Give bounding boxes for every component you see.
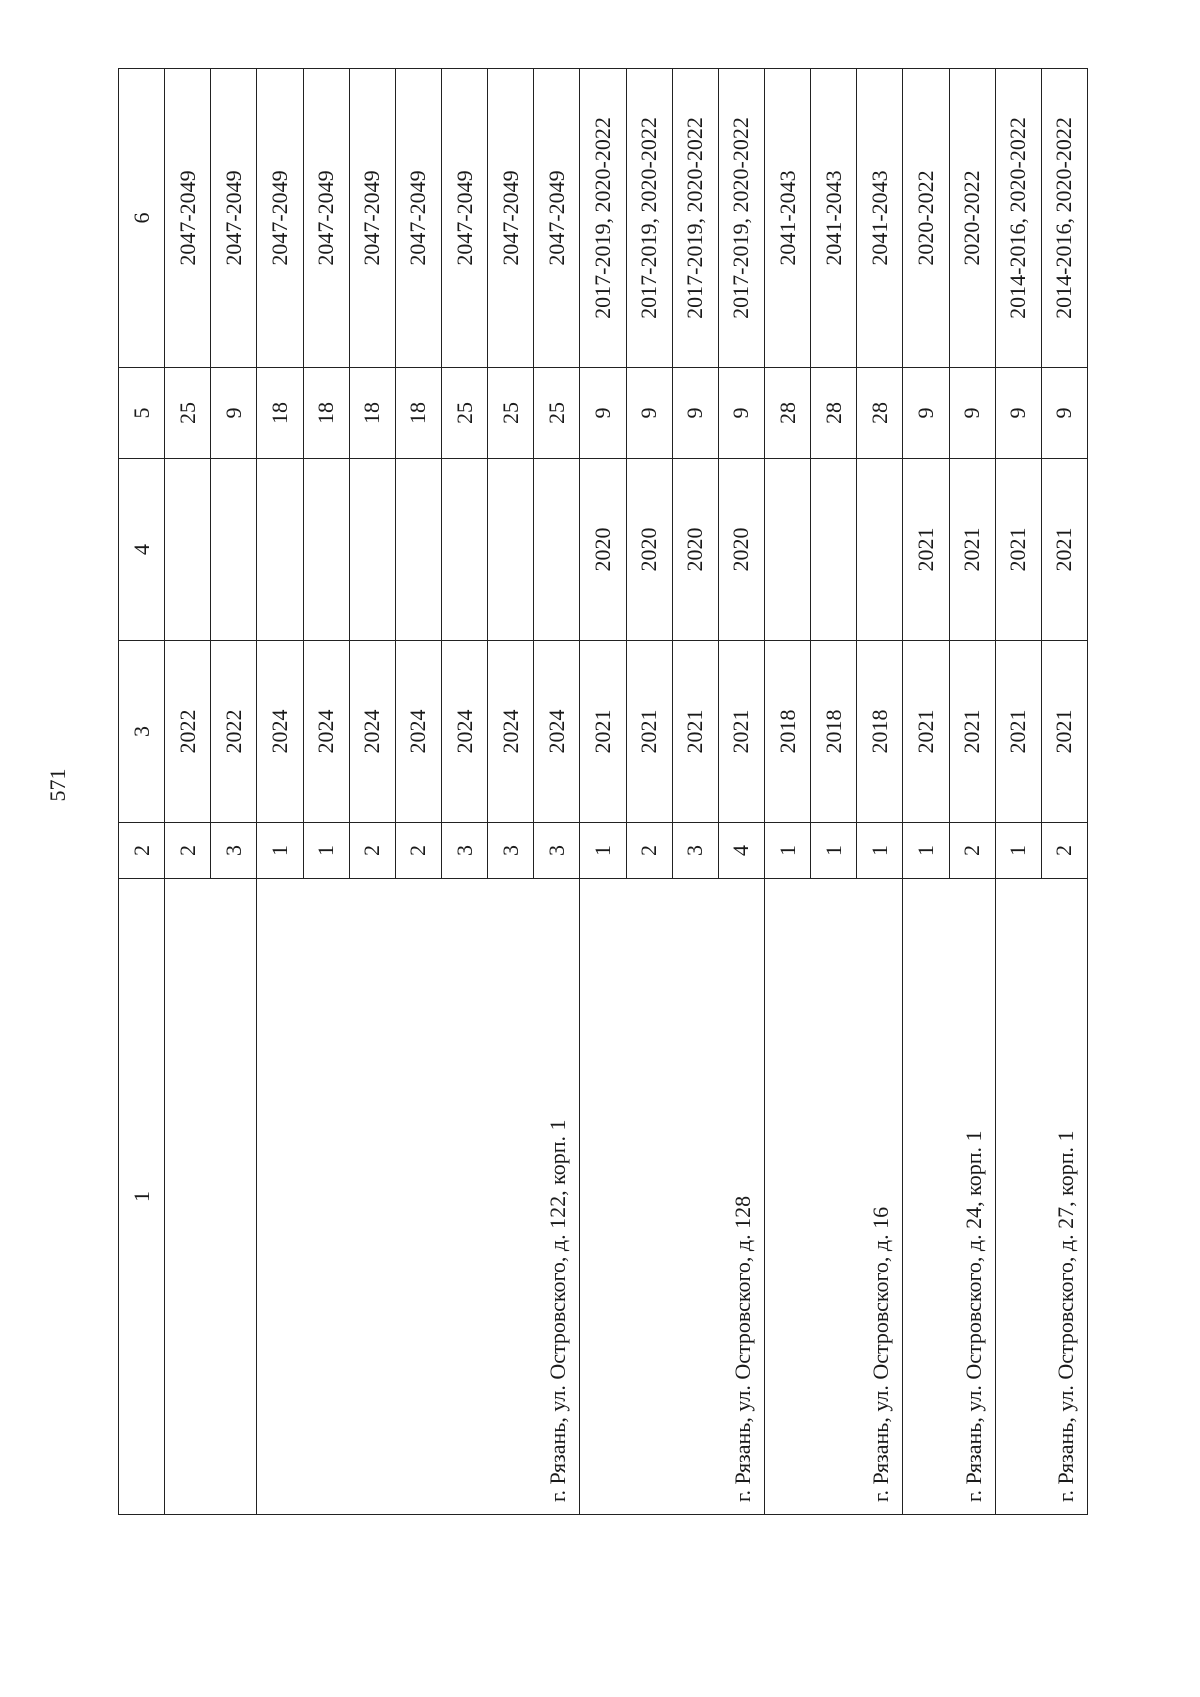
table-cell-c2: 1 [903,823,949,879]
table-row [165,69,211,1515]
table-cell-c2: 2 [626,823,672,879]
table-cell-c4 [303,459,349,641]
table-cell-c3: 2018 [764,641,810,823]
table-cell-c6: 2017-2019, 2020-2022 [672,69,718,368]
table-cell-c3: 2018 [811,641,857,823]
header-cell: 2 [119,823,165,879]
table-cell-c2: 2 [165,823,211,879]
table-cell-c6: 2020-2022 [903,69,949,368]
table-cell-c2: 3 [534,823,580,879]
address-cell: г. Рязань, ул. Островского, д. 27, корп. 1 [995,879,1087,1515]
schedule-table [118,68,1088,1515]
table-cell-c2: 1 [580,823,626,879]
table-cell-c2: 2 [949,823,995,879]
table-cell-c4 [488,459,534,641]
table-cell-c2: 2 [1041,823,1087,879]
table-cell-c6: 2017-2019, 2020-2022 [626,69,672,368]
table-cell-c4: 2021 [903,459,949,641]
table-cell-c4: 2020 [580,459,626,641]
table-row [903,69,949,1515]
table-cell-c6: 2047-2049 [165,69,211,368]
table-cell-c6: 2041-2043 [764,69,810,368]
table-cell-c5: 9 [1041,368,1087,459]
table-cell-c4: 2021 [1041,459,1087,641]
table-row [257,69,303,1515]
table-cell-c6: 2047-2049 [395,69,441,368]
header-row [119,69,165,1515]
table-cell-c4: 2020 [672,459,718,641]
table-cell-c4: 2021 [995,459,1041,641]
table-cell-c3: 2024 [441,641,487,823]
table-cell-c4 [165,459,211,641]
header-cell: 3 [119,641,165,823]
table-cell-c4 [395,459,441,641]
table-cell-c6: 2017-2019, 2020-2022 [718,69,764,368]
table-cell-c6: 2047-2049 [211,69,257,368]
table-cell-c4 [211,459,257,641]
table-cell-c3: 2018 [857,641,903,823]
table-cell-c6: 2047-2049 [303,69,349,368]
table-cell-c4: 2020 [626,459,672,641]
table-cell-c3: 2021 [718,641,764,823]
table-body [119,69,1088,1515]
table-cell-c5: 9 [626,368,672,459]
page-number: 571 [45,768,70,802]
table-cell-c6: 2047-2049 [534,69,580,368]
table-cell-c5: 25 [165,368,211,459]
table-cell-c6: 2014-2016, 2020-2022 [1041,69,1087,368]
address-cell: г. Рязань, ул. Островского, д. 16 [764,879,902,1515]
table-cell-c2: 3 [488,823,534,879]
table-cell-c5: 25 [488,368,534,459]
table-cell-c4 [857,459,903,641]
table-cell-c6: 2020-2022 [949,69,995,368]
header-cell: 1 [119,879,165,1515]
table-cell-c2: 1 [811,823,857,879]
table-cell-c3: 2021 [995,641,1041,823]
table-cell-c5: 28 [764,368,810,459]
table-cell-c3: 2024 [395,641,441,823]
table-cell-c5: 9 [903,368,949,459]
address-cell [165,879,257,1515]
table-cell-c3: 2022 [165,641,211,823]
table-cell-c5: 25 [534,368,580,459]
header-cell: 5 [119,368,165,459]
table-cell-c5: 9 [580,368,626,459]
table-row [580,69,626,1515]
table-cell-c4 [764,459,810,641]
table-cell-c6: 2017-2019, 2020-2022 [580,69,626,368]
table-cell-c3: 2021 [580,641,626,823]
address-cell: г. Рязань, ул. Островского, д. 24, корп. 1 [903,879,995,1515]
table-cell-c3: 2021 [626,641,672,823]
table-cell-c2: 3 [441,823,487,879]
table-cell-c4: 2020 [718,459,764,641]
table-cell-c5: 9 [995,368,1041,459]
table-cell-c3: 2022 [211,641,257,823]
table-container [118,69,1088,1515]
address-cell: г. Рязань, ул. Островского, д. 128 [580,879,765,1515]
table-cell-c2: 3 [672,823,718,879]
table-row [764,69,810,1515]
table-cell-c2: 1 [764,823,810,879]
table-cell-c6: 2047-2049 [257,69,303,368]
table-cell-c6: 2041-2043 [811,69,857,368]
table-cell-c2: 1 [303,823,349,879]
table-cell-c5: 9 [949,368,995,459]
table-cell-c3: 2021 [672,641,718,823]
table-cell-c5: 28 [811,368,857,459]
table-cell-c4 [534,459,580,641]
table-cell-c4 [441,459,487,641]
table-row [995,69,1041,1515]
table-cell-c2: 4 [718,823,764,879]
table-cell-c3: 2024 [257,641,303,823]
table-cell-c5: 28 [857,368,903,459]
table-cell-c3: 2024 [534,641,580,823]
table-cell-c3: 2024 [303,641,349,823]
table-cell-c4 [349,459,395,641]
table-cell-c3: 2021 [903,641,949,823]
table-cell-c5: 18 [349,368,395,459]
table-cell-c4 [257,459,303,641]
table-cell-c6: 2047-2049 [349,69,395,368]
table-cell-c6: 2014-2016, 2020-2022 [995,69,1041,368]
table-cell-c3: 2024 [488,641,534,823]
table-cell-c5: 18 [257,368,303,459]
table-cell-c5: 18 [395,368,441,459]
table-cell-c5: 9 [211,368,257,459]
table-cell-c4 [811,459,857,641]
table-cell-c2: 2 [349,823,395,879]
table-cell-c2: 1 [857,823,903,879]
table-cell-c6: 2047-2049 [441,69,487,368]
table-cell-c2: 1 [995,823,1041,879]
table-cell-c2: 3 [211,823,257,879]
table-cell-c4: 2021 [949,459,995,641]
table-cell-c5: 25 [441,368,487,459]
header-cell: 6 [119,69,165,368]
table-cell-c3: 2021 [949,641,995,823]
table-cell-c2: 2 [395,823,441,879]
table-cell-c6: 2041-2043 [857,69,903,368]
address-cell: г. Рязань, ул. Островского, д. 122, корп. 1 [257,879,580,1515]
table-cell-c3: 2021 [1041,641,1087,823]
table-cell-c5: 9 [672,368,718,459]
table-cell-c5: 18 [303,368,349,459]
table-cell-c6: 2047-2049 [488,69,534,368]
header-cell: 4 [119,459,165,641]
table-cell-c3: 2024 [349,641,395,823]
table-cell-c2: 1 [257,823,303,879]
table-cell-c5: 9 [718,368,764,459]
